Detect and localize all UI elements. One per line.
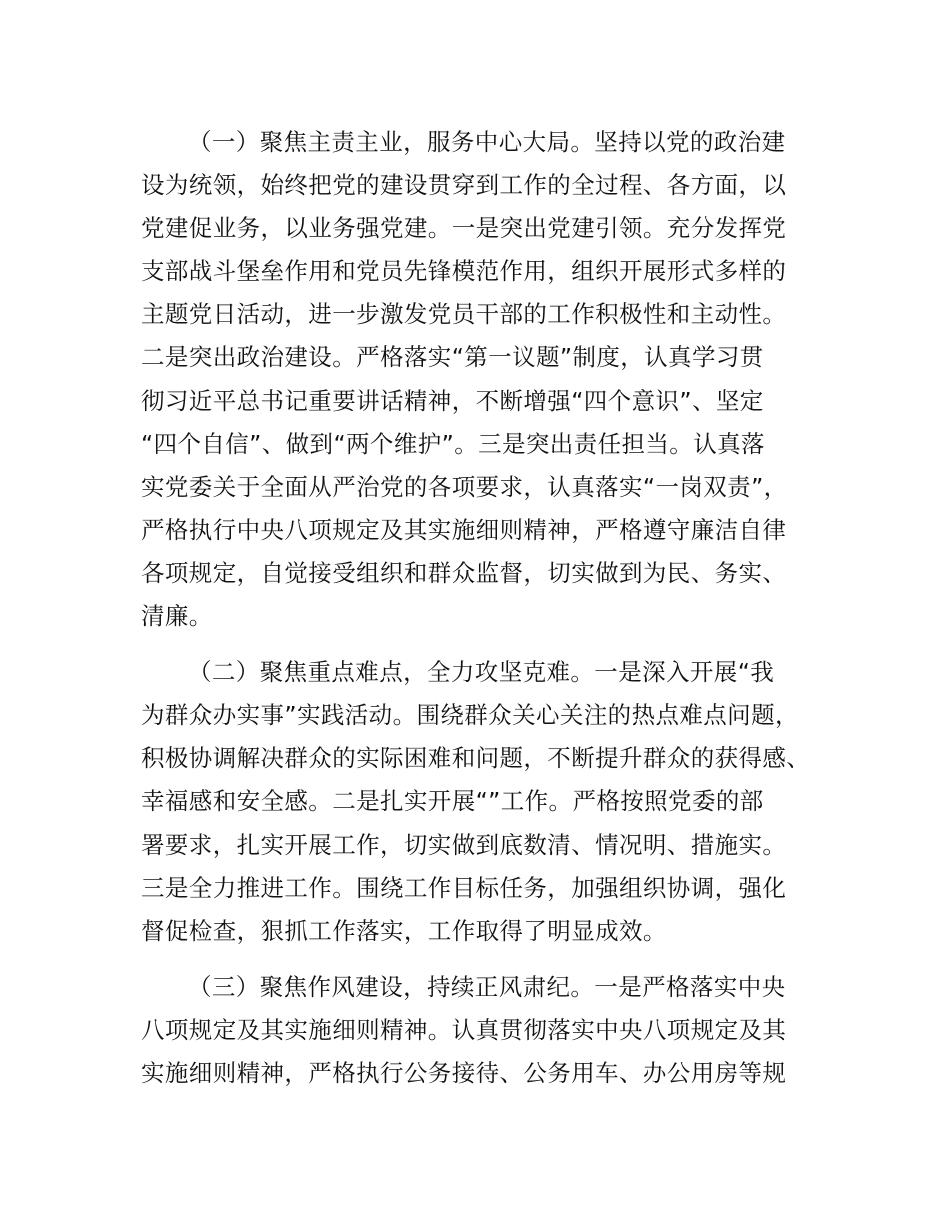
paragraph-line: 支部战斗堡垒作用和党员先锋模范作用，组织开展形式多样的	[141, 257, 787, 286]
paragraph-line: 二是突出政治建设。严格落实“第一议题”制度，认真学习贯	[141, 343, 764, 372]
paragraph-line: 督促检查，狠抓工作落实，工作取得了明显成效。	[141, 916, 667, 945]
paragraph-line: （三）聚焦作风建设，持续正风肃纪。一是严格落实中央	[188, 972, 786, 1001]
paragraph-line: 彻习近平总书记重要讲话精神，不断增强“四个意识”、坚定	[141, 386, 764, 415]
paragraph-line: “四个自信”、做到“两个维护”。三是突出责任担当。认真落	[141, 429, 765, 458]
paragraph-line: 署要求，扎实开展工作，切实做到底数清、情况明、措施实。	[141, 830, 787, 859]
paragraph-line: （二）聚焦重点难点，全力攻坚克难。一是深入开展“我	[188, 658, 775, 687]
paragraph-line: 严格执行中央八项规定及其实施细则精神，严格遵守廉洁自律	[141, 515, 787, 544]
paragraph-line: 党建促业务，以业务强党建。一是突出党建引领。充分发挥党	[141, 214, 787, 243]
paragraph-line: 实施细则精神，严格执行公务接待、公务用车、办公用房等规	[141, 1058, 787, 1087]
paragraph-line: 幸福感和安全感。二是扎实开展“”工作。严格按照党委的部	[141, 787, 764, 816]
paragraph-line: 八项规定及其实施细则精神。认真贯彻落实中央八项规定及其	[141, 1015, 787, 1044]
paragraph-line: 积极协调解决群众的实际困难和问题，不断提升群众的获得感、	[141, 744, 811, 773]
paragraph-3	[141, 966, 841, 1095]
paragraph-line: （一）聚焦主责主业，服务中心大局。坚持以党的政治建	[188, 128, 786, 156]
paragraph-line: 主题党日活动，进一步激发党员干部的工作积极性和主动性。	[141, 300, 787, 329]
paragraph-2	[141, 651, 841, 953]
paragraph-line: 实党委关于全面从严治党的各项要求，认真落实“一岗双责”，	[141, 472, 788, 501]
paragraph-line: 各项规定，自觉接受组织和群众监督，切实做到为民、务实、	[141, 558, 787, 587]
paragraph-line: 为群众办实事”实践活动。围绕群众关心关注的热点难点问题，	[141, 701, 799, 730]
paragraph-line: 三是全力推进工作。围绕工作目标任务，加强组织协调，强化	[141, 873, 787, 902]
paragraph-line: 设为统领，始终把党的建设贯穿到工作的全过程、各方面，以	[141, 171, 787, 200]
paragraph-line: 清廉。	[141, 602, 213, 631]
paragraph-1	[141, 121, 841, 638]
document-body	[141, 121, 841, 1108]
